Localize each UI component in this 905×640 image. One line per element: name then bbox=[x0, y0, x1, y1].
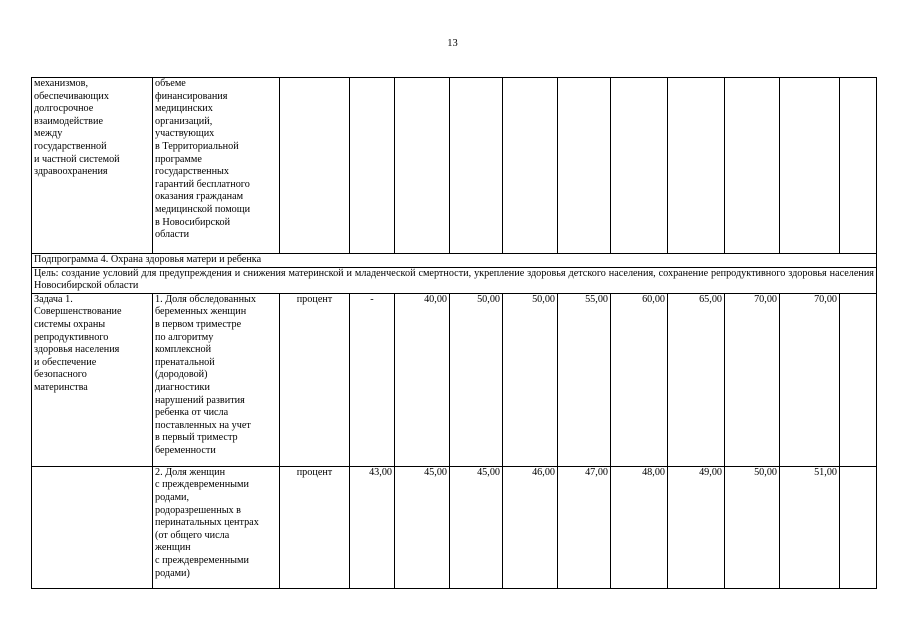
value-cell bbox=[450, 78, 503, 254]
value-cell: 70,00 bbox=[780, 293, 840, 466]
table-row bbox=[32, 466, 877, 588]
page-number: 13 bbox=[447, 38, 458, 49]
value-cell: 50,00 bbox=[450, 293, 503, 466]
indicator-cell: 2. Доля женщин с преждевременными родами, родоразрешенных в перинатальных центрах (от общего числа женщин с преждевременными родами) bbox=[153, 466, 280, 588]
value-cell bbox=[668, 78, 725, 254]
unit-cell: процент bbox=[280, 466, 350, 588]
value-cell bbox=[503, 78, 558, 254]
subprogram-title: Подпрограмма 4. Охрана здоровья матери и ребенка bbox=[32, 254, 877, 268]
value-cell bbox=[725, 78, 780, 254]
value-cell bbox=[611, 78, 668, 254]
value-cell: 49,00 bbox=[668, 466, 725, 588]
value-cell bbox=[840, 466, 877, 588]
value-cell bbox=[395, 78, 450, 254]
value-cell: 46,00 bbox=[503, 466, 558, 588]
table-row bbox=[32, 293, 877, 466]
indicators-table bbox=[31, 77, 877, 589]
value-cell bbox=[840, 78, 877, 254]
value-cell: 51,00 bbox=[780, 466, 840, 588]
value-cell: 47,00 bbox=[558, 466, 611, 588]
unit-cell: процент bbox=[280, 293, 350, 466]
subprogram-row bbox=[32, 254, 877, 268]
value-cell bbox=[558, 78, 611, 254]
task-cell: Задача 1. Совершенствование системы охраны репродуктивного здоровья населения и обеспечение безопасного материнства bbox=[32, 293, 153, 466]
value-cell: 48,00 bbox=[611, 466, 668, 588]
task-cell: механизмов, обеспечивающих долгосрочное взаимодействие между государственной и частной системой здравоохранения bbox=[32, 78, 153, 254]
indicator-cell: объеме финансирования медицинских организаций, участвующих в Территориальной программе государственных гарантий бесплатного оказания гражданам медицинской помощи в Новосибирской области bbox=[153, 78, 280, 254]
value-cell: 50,00 bbox=[725, 466, 780, 588]
value-cell: 60,00 bbox=[611, 293, 668, 466]
value-cell: - bbox=[350, 293, 395, 466]
unit-cell bbox=[280, 78, 350, 254]
indicator-cell: 1. Доля обследованных беременных женщин в первом триместре по алгоритму комплексной пренатальной (дородовой) диагностики нарушений развития ребенка от числа поставленных на учет в первый триместр беременности bbox=[153, 293, 280, 466]
goal-row bbox=[32, 267, 877, 293]
task-cell bbox=[32, 466, 153, 588]
value-cell: 43,00 bbox=[350, 466, 395, 588]
value-cell: 40,00 bbox=[395, 293, 450, 466]
value-cell: 45,00 bbox=[450, 466, 503, 588]
value-cell bbox=[780, 78, 840, 254]
value-cell bbox=[840, 293, 877, 466]
value-cell: 55,00 bbox=[558, 293, 611, 466]
goal-text: Цель: создание условий для предупреждения и снижения материнской и младенческой смертности, укрепление здоровья детского населения, сохранение репродуктивного здоровья населения Новосибирской области bbox=[32, 267, 877, 293]
value-cell: 45,00 bbox=[395, 466, 450, 588]
value-cell: 70,00 bbox=[725, 293, 780, 466]
value-cell: 50,00 bbox=[503, 293, 558, 466]
value-cell bbox=[350, 78, 395, 254]
value-cell: 65,00 bbox=[668, 293, 725, 466]
table-row bbox=[32, 78, 877, 254]
